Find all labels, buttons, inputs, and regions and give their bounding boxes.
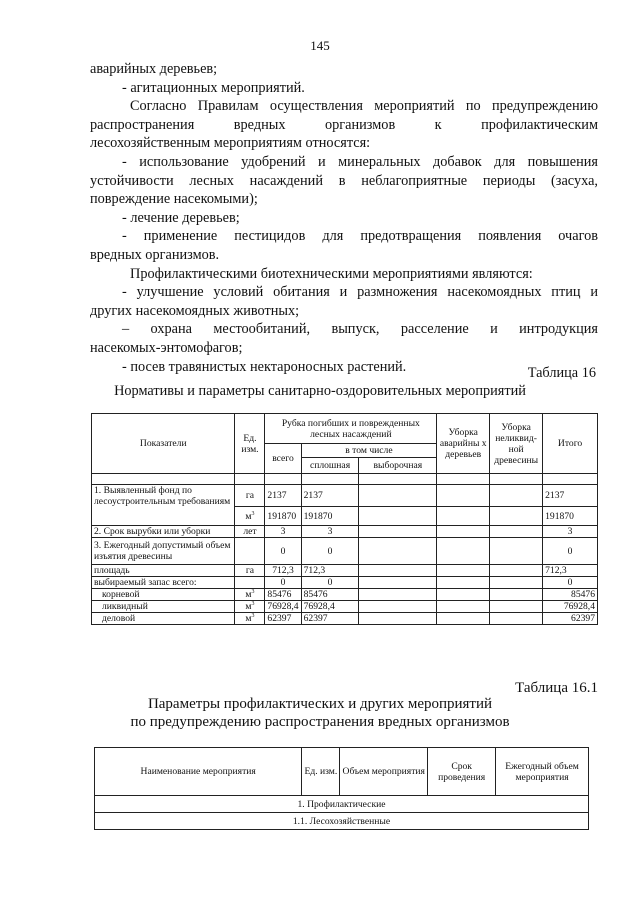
paragraph-line: - лечение деревьев;	[122, 209, 240, 226]
header-total-all: всего	[265, 444, 301, 474]
paragraph-line: - использование удобрений и минеральных добавок для повышения	[122, 153, 598, 170]
table16	[91, 413, 598, 625]
header-term: Срок проведения	[428, 748, 496, 796]
table16-1	[94, 747, 589, 830]
table16-1-title-line2: по предупреждению распространения вредных организмов	[130, 714, 510, 730]
paragraph-line: - применение пестицидов для предотвращения появления очагов	[122, 228, 598, 245]
header-total: Итого	[543, 414, 598, 474]
header-emergency: Уборка аварийны х деревьев	[437, 414, 490, 474]
table-row: корневой $м^3$ 85476 85476 85476	[92, 589, 598, 601]
header-clear: сплошная	[301, 458, 359, 474]
table-row: 2. Срок вырубки или уборки лет 3 3 3	[92, 526, 598, 538]
paragraph-line: вредных организмов.	[90, 246, 220, 263]
table16-label: Таблица 16	[527, 365, 596, 381]
paragraph-line: – охрана местообитаний, выпуск, расселение и интродукция	[122, 321, 598, 338]
header-unusable: Уборка неликвид-ной древесины	[490, 414, 543, 474]
body-text	[90, 60, 598, 376]
table16-1-label: Таблица 16.1	[515, 680, 598, 696]
header-annual: Ежегодный объем мероприятия	[496, 748, 589, 796]
paragraph-line: - улучшение условий обитания и размножения насекомоядных птиц и	[122, 284, 598, 301]
header-unit: Ед. изм.	[235, 414, 265, 474]
paragraph-line: аварийных деревьев;	[90, 61, 218, 77]
table-row: ликвидный $м^3$ 76928,4 76928,4 76928,4	[92, 601, 598, 613]
table-row: площадь га 712,3 712,3 712,3	[92, 565, 598, 577]
header-selective: выборочная	[359, 458, 437, 474]
paragraph-line: повреждение насекомыми);	[90, 191, 258, 208]
table-row: 1. Выявленный фонд по лесоустроительным требованиям га 2137 2137 2137	[92, 485, 598, 507]
paragraph-line: лесохозяйственным мероприятиям относятся:	[90, 135, 371, 152]
header-including: в том числе	[301, 444, 437, 458]
paragraph-line: - агитационных мероприятий.	[122, 79, 305, 96]
header-felling: Рубка погибших и поврежденных лесных насаждений	[265, 414, 437, 444]
paragraph-line: Профилактическими биотехническими мероприятиями являются:	[130, 265, 533, 282]
table16-title: Нормативы и параметры санитарно-оздоровительных мероприятий	[114, 383, 526, 399]
paragraph-line: распространения вредных организмов к профилактическим	[90, 116, 598, 133]
section-row: 1. Профилактические	[95, 796, 589, 813]
header-indicator: Показатели	[92, 414, 235, 474]
table-row: $м^3$ 191870 191870 191870	[92, 507, 598, 526]
paragraph-line: других насекомоядных животных;	[90, 302, 300, 319]
table-row: 3. Ежегодный допустимый объем изъятия древесины 0 0 0	[92, 538, 598, 565]
table16-1-title-line1: Параметры профилактических и других мероприятий	[147, 696, 493, 712]
table-row: выбираемый запас всего: 0 0 0	[92, 577, 598, 589]
header-name: Наименование мероприятия	[95, 748, 302, 796]
section-row: 1.1. Лесохозяйственные	[95, 813, 589, 830]
header-volume: Объем мероприятия	[340, 748, 428, 796]
page-number: 145	[310, 38, 330, 53]
paragraph-line: устойчивости лесных насаждений в неблагоприятные периоды (засуха,	[90, 172, 598, 189]
paragraph-line: Согласно Правилам осуществления мероприятий по предупреждению	[130, 98, 598, 115]
table-row: деловой $м^3$ 62397 62397 62397	[92, 613, 598, 625]
header-unit: Ед. изм.	[302, 748, 340, 796]
paragraph-line: - посев травянистых нектароносных растений.	[122, 358, 407, 375]
paragraph-line: насекомых-энтомофагов;	[90, 339, 243, 356]
